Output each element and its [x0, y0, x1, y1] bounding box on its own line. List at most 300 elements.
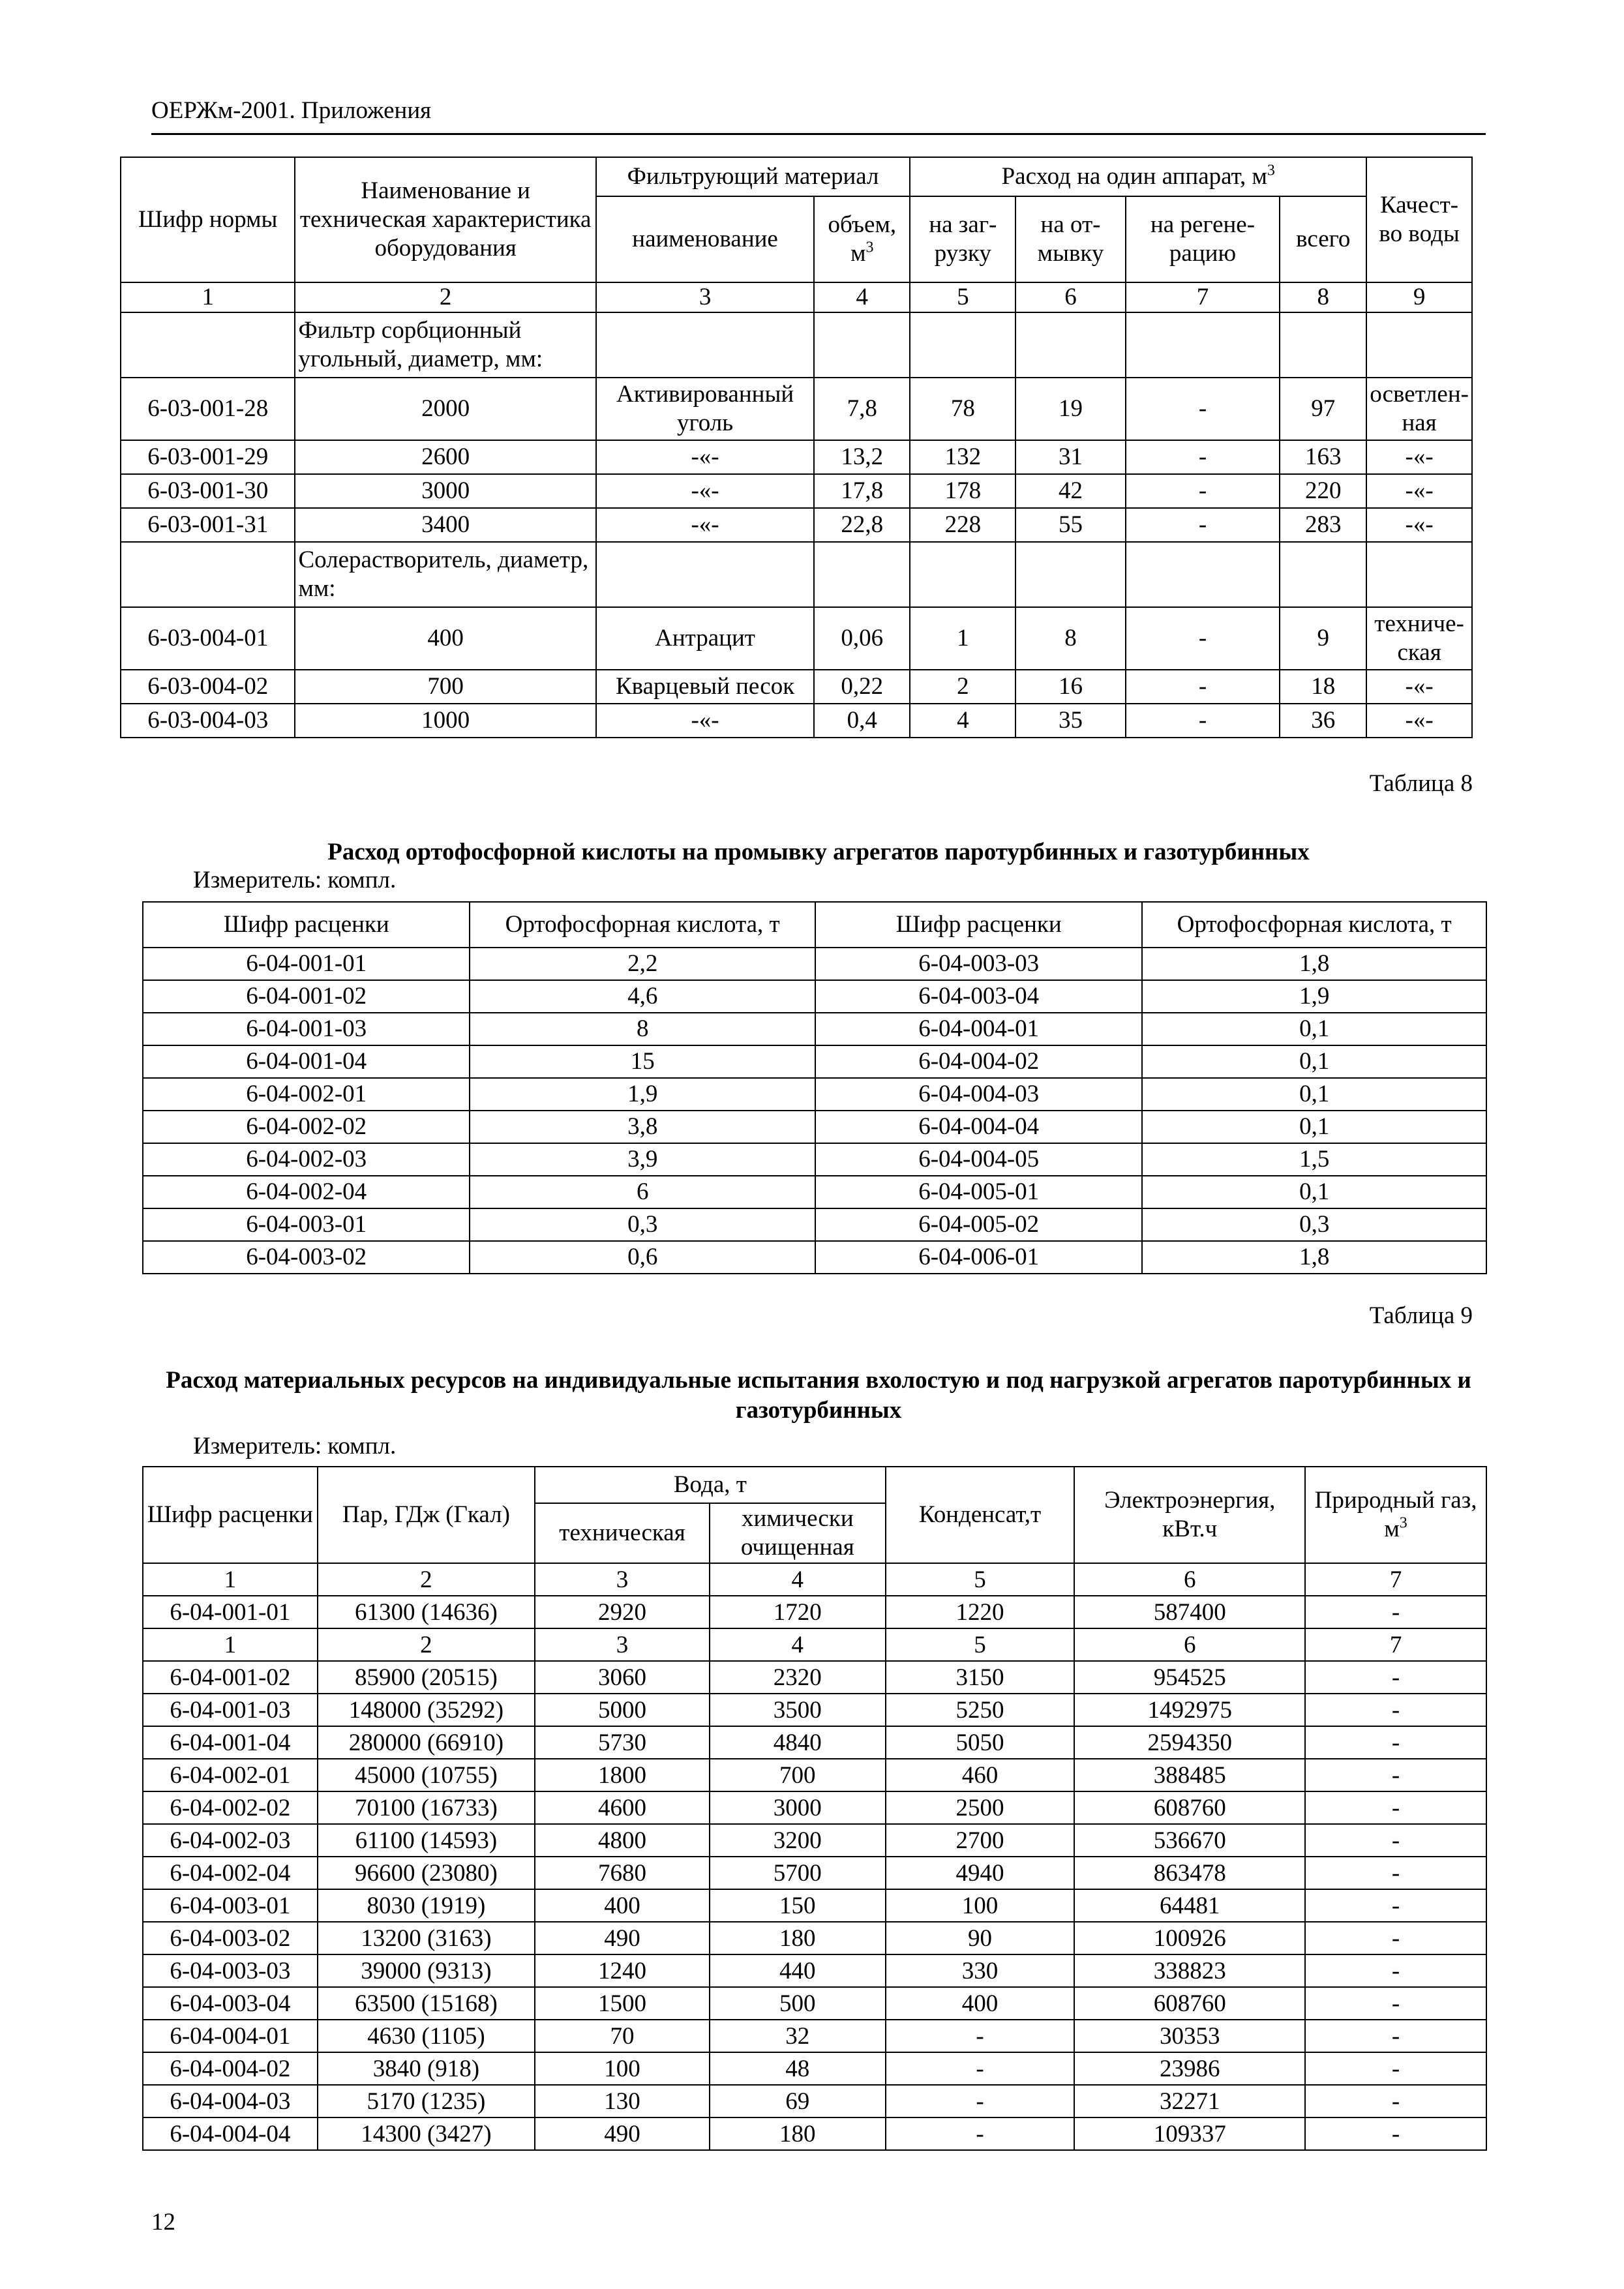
table-cell: - [1305, 1954, 1486, 1987]
table-cell: 0,4 [814, 704, 910, 738]
table-cell: 4630 (1105) [318, 2020, 535, 2052]
table-cell: 6-04-002-01 [143, 1078, 470, 1111]
table-cell: 1,8 [1142, 1241, 1486, 1274]
table-cell: 1,9 [1142, 980, 1486, 1013]
table-row [143, 1791, 1486, 1824]
table-cell: 228 [910, 508, 1015, 542]
table-cell: 4800 [535, 1824, 710, 1857]
table8-unit: Измеритель: компл. [193, 867, 397, 893]
table-cell: 0,6 [470, 1241, 815, 1274]
header-gas: Природный газ, $м^3$ [1305, 1467, 1486, 1563]
table-cell: 6-04-003-01 [143, 1889, 318, 1922]
table-cell: 338823 [1074, 1954, 1305, 1987]
table-row [143, 980, 1486, 1013]
table-cell: 490 [535, 1922, 710, 1954]
table-cell: 1800 [535, 1759, 710, 1791]
table-material-resources [142, 1466, 1487, 2151]
table-cell: 6-04-002-03 [143, 1824, 318, 1857]
table-cell: - [1305, 2052, 1486, 2085]
table-row [143, 1694, 1486, 1726]
table-row [143, 948, 1486, 980]
table-cell: 863478 [1074, 1857, 1305, 1889]
table-cell: 6-03-004-02 [121, 670, 295, 704]
table-cell: 400 [886, 1987, 1075, 2020]
table-cell: 954525 [1074, 1661, 1305, 1694]
table-cell: 3150 [886, 1661, 1075, 1694]
header-load: на заг- рузку [910, 196, 1015, 282]
column-number-row [121, 282, 1472, 312]
table-cell: 6-03-001-31 [121, 508, 295, 542]
table-cell: - [1126, 378, 1280, 440]
table-cell: 0,1 [1142, 1045, 1486, 1078]
table-cell: 6-04-003-03 [143, 1954, 318, 1987]
table-cell: 6-03-004-01 [121, 607, 295, 670]
header-condensate: Конденсат,т [886, 1467, 1075, 1563]
table-row [143, 2117, 1486, 2150]
table-cell: 608760 [1074, 1987, 1305, 2020]
table-row [143, 1922, 1486, 1954]
table-cell: 3,8 [470, 1111, 815, 1143]
table-cell: 0,1 [1142, 1176, 1486, 1208]
header-water: Вода, т [535, 1467, 886, 1503]
table-cell: 3,9 [470, 1143, 815, 1176]
header-code: Шифр нормы [121, 157, 295, 282]
table-cell: 163 [1280, 440, 1366, 474]
column-number-row [143, 1563, 1486, 1596]
table-cell: 6-04-001-02 [143, 1661, 318, 1694]
table-cell: 6-04-004-04 [815, 1111, 1142, 1143]
table-cell: 36 [1280, 704, 1366, 738]
table-cell: - [1305, 2020, 1486, 2052]
column-number: 6 [1074, 1628, 1305, 1661]
table-cell: 45000 (10755) [318, 1759, 535, 1791]
table-cell: 42 [1015, 474, 1125, 508]
table-cell: 3500 [710, 1694, 886, 1726]
empty-cell [1280, 542, 1366, 607]
table-row [121, 704, 1472, 738]
table-cell: 700 [710, 1759, 886, 1791]
table-cell: 2320 [710, 1661, 886, 1694]
table-row [121, 607, 1472, 670]
column-number: 2 [318, 1563, 535, 1596]
table-cell: 6-04-004-02 [143, 2052, 318, 2085]
table8-title: Расход ортофосфорной кислоты на промывку агрегатов паротурбинных и газотурбинных [327, 839, 1310, 865]
table-row [143, 1759, 1486, 1791]
table-cell: 0,22 [814, 670, 910, 704]
table-cell: 8030 (1919) [318, 1889, 535, 1922]
table-cell: -«- [1366, 704, 1472, 738]
column-number: 2 [318, 1628, 535, 1661]
table-cell: - [1126, 704, 1280, 738]
table-cell: 6-04-003-04 [815, 980, 1142, 1013]
table-cell: 7,8 [814, 378, 910, 440]
header-filter-material: Фильтрующий материал [596, 157, 910, 196]
table-cell: 35 [1015, 704, 1125, 738]
table-cell: 70100 (16733) [318, 1791, 535, 1824]
column-number: 1 [121, 282, 295, 312]
table-row [143, 1078, 1486, 1111]
table-cell: 2600 [295, 440, 595, 474]
header-code-left: Шифр расценки [143, 902, 470, 948]
table-cell: 440 [710, 1954, 886, 1987]
empty-cell [1366, 542, 1472, 607]
table-cell: 70 [535, 2020, 710, 2052]
empty-cell [121, 542, 295, 607]
table-cell: 0,3 [470, 1208, 815, 1241]
table-cell: Антрацит [596, 607, 814, 670]
table-cell: 536670 [1074, 1824, 1305, 1857]
table-cell: 18 [1280, 670, 1366, 704]
table-cell: 5730 [535, 1726, 710, 1759]
table-cell: 2700 [886, 1824, 1075, 1857]
table-cell: 4840 [710, 1726, 886, 1759]
table-cell: 5000 [535, 1694, 710, 1726]
table-cell: 280000 (66910) [318, 1726, 535, 1759]
table-cell: - [886, 2117, 1075, 2150]
table-cell: 1492975 [1074, 1694, 1305, 1726]
table-cell: 6-04-001-03 [143, 1013, 470, 1045]
table-phosphoric-acid [142, 901, 1487, 1274]
table-cell: 6-04-001-01 [143, 948, 470, 980]
table-cell: -«- [596, 440, 814, 474]
table-cell: 1220 [886, 1596, 1075, 1628]
table-cell: техниче- ская [1366, 607, 1472, 670]
header-name: Наименование и техническая характеристика оборудования [295, 157, 595, 282]
table-cell: - [1305, 1987, 1486, 2020]
group-title: Солерастворитель, диаметр, мм: [295, 542, 595, 607]
table-row [143, 1954, 1486, 1987]
table-cell: 22,8 [814, 508, 910, 542]
table-cell: 6-04-006-01 [815, 1241, 1142, 1274]
column-number: 4 [710, 1628, 886, 1661]
header-water-technical: техническая [535, 1503, 710, 1563]
table-row [143, 1143, 1486, 1176]
table-cell: - [1305, 1596, 1486, 1628]
table9-number: Таблица 9 [1369, 1302, 1473, 1329]
table-cell: -«- [1366, 474, 1472, 508]
table9-unit: Измеритель: компл. [193, 1433, 397, 1459]
table-cell: 6-04-004-05 [815, 1143, 1142, 1176]
table-cell: 132 [910, 440, 1015, 474]
table-cell: 100926 [1074, 1922, 1305, 1954]
header-consumption: Расход на один аппарат, $м^3$ [910, 157, 1366, 196]
table-cell: 3200 [710, 1824, 886, 1857]
table-row [143, 1176, 1486, 1208]
column-number: 8 [1280, 282, 1366, 312]
table-cell: осветлен- ная [1366, 378, 1472, 440]
table-cell: - [1126, 607, 1280, 670]
table-cell: 587400 [1074, 1596, 1305, 1628]
table-cell: - [886, 2020, 1075, 2052]
table-cell: 1500 [535, 1987, 710, 2020]
table-cell: 6-04-002-02 [143, 1111, 470, 1143]
table-cell: 608760 [1074, 1791, 1305, 1824]
table-cell: 0,1 [1142, 1111, 1486, 1143]
header-material-name: наименование [596, 196, 814, 282]
table-cell: - [1305, 1661, 1486, 1694]
table-cell: 6-04-001-04 [143, 1726, 318, 1759]
column-number: 4 [814, 282, 910, 312]
table-cell: - [1305, 1726, 1486, 1759]
header-electricity: Электроэнергия, кВт.ч [1074, 1467, 1305, 1563]
table9-title: Расход материальных ресурсов на индивидуальные испытания вхолостую и под нагрузкой агрегатов паротурбинных и газотурбинных [166, 1367, 1471, 1424]
header-wash: на от- мывку [1015, 196, 1125, 282]
table-cell: 6-04-004-01 [143, 2020, 318, 2052]
empty-cell [1015, 312, 1125, 378]
table-cell: 6-03-001-28 [121, 378, 295, 440]
header-code-right: Шифр расценки [815, 902, 1142, 948]
table-cell: 180 [710, 1922, 886, 1954]
empty-cell [121, 312, 295, 378]
column-number: 4 [710, 1563, 886, 1596]
table-cell: - [1305, 1889, 1486, 1922]
table-cell: - [1126, 474, 1280, 508]
empty-cell [1126, 542, 1280, 607]
empty-cell [910, 312, 1015, 378]
table-cell: 6-04-001-04 [143, 1045, 470, 1078]
table-cell: 388485 [1074, 1759, 1305, 1791]
header-regen: на регене- рацию [1126, 196, 1280, 282]
empty-cell [1015, 542, 1125, 607]
table-cell: 6-04-002-04 [143, 1857, 318, 1889]
table-cell: 32271 [1074, 2085, 1305, 2117]
table-cell: 6-04-003-02 [143, 1922, 318, 1954]
table-cell: - [1305, 2117, 1486, 2150]
table-cell: 3000 [710, 1791, 886, 1824]
table-row [143, 1596, 1486, 1628]
column-number: 7 [1305, 1628, 1486, 1661]
table-cell: 1,9 [470, 1078, 815, 1111]
empty-cell [1280, 312, 1366, 378]
table-cell: 0,3 [1142, 1208, 1486, 1241]
column-number: 1 [143, 1628, 318, 1661]
table-cell: 31 [1015, 440, 1125, 474]
table-cell: - [1305, 2085, 1486, 2117]
table-cell: 490 [535, 2117, 710, 2150]
table-cell: 90 [886, 1922, 1075, 1954]
header-acid-right: Ортофосфорная кислота, т [1142, 902, 1486, 948]
table-row [143, 1013, 1486, 1045]
table-cell: 1720 [710, 1596, 886, 1628]
column-number: 2 [295, 282, 595, 312]
table-cell: 6-04-003-04 [143, 1987, 318, 2020]
table-cell: Активированный уголь [596, 378, 814, 440]
table-cell: 61100 (14593) [318, 1824, 535, 1857]
column-number: 1 [143, 1563, 318, 1596]
table-cell: 5170 (1235) [318, 2085, 535, 2117]
table-cell: 3060 [535, 1661, 710, 1694]
table-cell: - [1305, 1857, 1486, 1889]
column-number-row [143, 1628, 1486, 1661]
table-row [121, 474, 1472, 508]
table-cell: 2500 [886, 1791, 1075, 1824]
table-cell: 96600 (23080) [318, 1857, 535, 1889]
table-cell: 30353 [1074, 2020, 1305, 2052]
table-cell: 63500 (15168) [318, 1987, 535, 2020]
table-row [143, 1045, 1486, 1078]
table-cell: -«- [596, 704, 814, 738]
table-row [143, 1208, 1486, 1241]
header-acid-left: Ортофосфорная кислота, т [470, 902, 815, 948]
table-cell: 6-04-003-01 [143, 1208, 470, 1241]
table-cell: 7680 [535, 1857, 710, 1889]
table-cell: 180 [710, 2117, 886, 2150]
table-cell: 1,8 [1142, 948, 1486, 980]
header-code: Шифр расценки [143, 1467, 318, 1563]
table-cell: 100 [886, 1889, 1075, 1922]
table-cell: 6-04-005-02 [815, 1208, 1142, 1241]
table-cell: 15 [470, 1045, 815, 1078]
table-cell: - [886, 2052, 1075, 2085]
column-number: 6 [1015, 282, 1125, 312]
table-cell: 23986 [1074, 2052, 1305, 2085]
table-cell: Кварцевый песок [596, 670, 814, 704]
table-cell: 5050 [886, 1726, 1075, 1759]
table-cell: 6-04-002-02 [143, 1791, 318, 1824]
table-cell: 1,5 [1142, 1143, 1486, 1176]
header-steam: Пар, ГДж (Гкал) [318, 1467, 535, 1563]
table-cell: - [886, 2085, 1075, 2117]
table-cell: 500 [710, 1987, 886, 2020]
table-cell: - [1305, 1759, 1486, 1791]
table-cell: 61300 (14636) [318, 1596, 535, 1628]
column-number: 5 [886, 1628, 1075, 1661]
running-header: ОЕРЖм-2001. Приложения [151, 97, 432, 124]
table-row [143, 2020, 1486, 2052]
group-title-row [121, 312, 1472, 378]
table-cell: 2000 [295, 378, 595, 440]
table-cell: 3840 (918) [318, 2052, 535, 2085]
empty-cell [910, 542, 1015, 607]
table-cell: 4,6 [470, 980, 815, 1013]
table-cell: 5250 [886, 1694, 1075, 1726]
table-cell: 330 [886, 1954, 1075, 1987]
column-number: 7 [1305, 1563, 1486, 1596]
table-cell: 97 [1280, 378, 1366, 440]
table-cell: 17,8 [814, 474, 910, 508]
table-cell: 6-03-001-30 [121, 474, 295, 508]
table-cell: 3400 [295, 508, 595, 542]
table-cell: 400 [535, 1889, 710, 1922]
table-cell: 6-04-003-02 [143, 1241, 470, 1274]
table-row [121, 378, 1472, 440]
empty-cell [814, 312, 910, 378]
table-cell: 8 [1015, 607, 1125, 670]
column-number: 9 [1366, 282, 1472, 312]
table-cell: 64481 [1074, 1889, 1305, 1922]
table-cell: 4940 [886, 1857, 1075, 1889]
column-number: 3 [596, 282, 814, 312]
header-material-volume: объем, $м^3$ [814, 196, 910, 282]
table-cell: 6-04-001-02 [143, 980, 470, 1013]
table-cell: 400 [295, 607, 595, 670]
table-cell: 2920 [535, 1596, 710, 1628]
table-cell: 6-04-002-03 [143, 1143, 470, 1176]
table-row [143, 1857, 1486, 1889]
table-cell: 6-04-004-02 [815, 1045, 1142, 1078]
table-cell: 6-04-004-03 [815, 1078, 1142, 1111]
empty-cell [814, 542, 910, 607]
table-cell: -«- [596, 508, 814, 542]
table-cell: 6-03-004-03 [121, 704, 295, 738]
table-filters [120, 157, 1473, 738]
table-cell: 39000 (9313) [318, 1954, 535, 1987]
table-cell: - [1305, 1694, 1486, 1726]
table-cell: 3000 [295, 474, 595, 508]
table-cell: 4 [910, 704, 1015, 738]
table-cell: 700 [295, 670, 595, 704]
table-cell: 0,1 [1142, 1013, 1486, 1045]
table-row [143, 1824, 1486, 1857]
table-cell: -«- [1366, 508, 1472, 542]
table-cell: - [1305, 1824, 1486, 1857]
empty-cell [596, 312, 814, 378]
group-title: Фильтр сорбционный угольный, диаметр, мм: [295, 312, 595, 378]
table-cell: 8 [470, 1013, 815, 1045]
table-cell: 6-03-001-29 [121, 440, 295, 474]
table-cell: 4600 [535, 1791, 710, 1824]
table-cell: 0,06 [814, 607, 910, 670]
table-row [121, 440, 1472, 474]
column-number: 3 [535, 1628, 710, 1661]
table-cell: 6-04-005-01 [815, 1176, 1142, 1208]
table-row [143, 1661, 1486, 1694]
empty-cell [1366, 312, 1472, 378]
table-cell: 6-04-004-01 [815, 1013, 1142, 1045]
group-title-row [121, 542, 1472, 607]
header-water-chemical: химически очищенная [710, 1503, 886, 1563]
table-cell: - [1126, 508, 1280, 542]
table-row [143, 1987, 1486, 2020]
header-total: всего [1280, 196, 1366, 282]
table-row [121, 670, 1472, 704]
table-cell: 100 [535, 2052, 710, 2085]
table-cell: 5700 [710, 1857, 886, 1889]
table-cell: 69 [710, 2085, 886, 2117]
table-cell: 1 [910, 607, 1015, 670]
table-cell: 78 [910, 378, 1015, 440]
table-cell: 148000 (35292) [318, 1694, 535, 1726]
table-cell: 6-04-002-01 [143, 1759, 318, 1791]
table-cell: 6-04-003-03 [815, 948, 1142, 980]
table-row [143, 1889, 1486, 1922]
table-cell: 48 [710, 2052, 886, 2085]
table-row [143, 1726, 1486, 1759]
empty-cell [1126, 312, 1280, 378]
table-cell: 220 [1280, 474, 1366, 508]
table-cell: 2594350 [1074, 1726, 1305, 1759]
table-row [143, 1111, 1486, 1143]
table-cell: 150 [710, 1889, 886, 1922]
table-row [143, 2085, 1486, 2117]
table-cell: 6-04-001-01 [143, 1596, 318, 1628]
header-quality: Качест- во воды [1366, 157, 1472, 282]
table-cell: 6-04-004-04 [143, 2117, 318, 2150]
table-cell: 16 [1015, 670, 1125, 704]
table-cell: 9 [1280, 607, 1366, 670]
table-cell: 2,2 [470, 948, 815, 980]
column-number: 3 [535, 1563, 710, 1596]
table-cell: - [1305, 1791, 1486, 1824]
column-number: 5 [910, 282, 1015, 312]
column-number: 6 [1074, 1563, 1305, 1596]
table-cell: 283 [1280, 508, 1366, 542]
table-cell: 6 [470, 1176, 815, 1208]
table-cell: 32 [710, 2020, 886, 2052]
page-number: 12 [151, 2209, 175, 2236]
column-number: 7 [1126, 282, 1280, 312]
table-cell: 0,1 [1142, 1078, 1486, 1111]
